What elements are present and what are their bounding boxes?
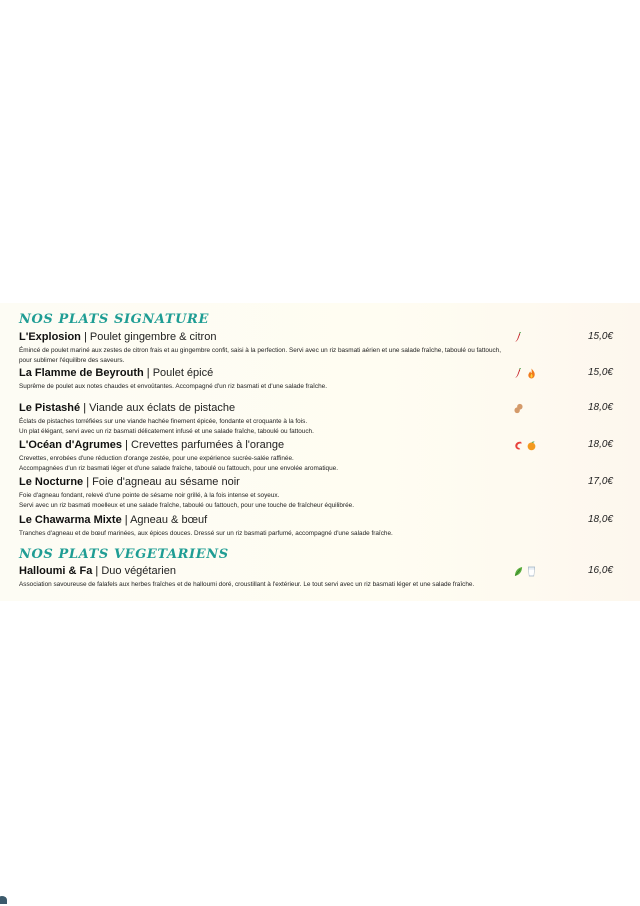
dish-icons	[514, 332, 523, 343]
dish-item	[19, 367, 619, 392]
dish-subtitle: Foie d'agneau au sésame noir	[92, 476, 240, 488]
dish-description: Association savoureuse de falafels aux herbes fraîches et de halloumi doré, croustillant à l'extérieur. Le tout servi avec un riz basmati léger et une salade fraîche.	[19, 581, 475, 588]
dish-subtitle: Agneau & bœuf	[130, 514, 208, 526]
dish-icons	[514, 403, 523, 414]
dish-name: L'Explosion	[19, 331, 81, 343]
flame-icon	[527, 368, 536, 379]
dish-description: Foie d'agneau fondant, relevé d'une pointe de sésame noir grillé, à la fois intense et soyeux. Servi avec un riz basmati moelleux et une salade fraîche, taboulé ou fattouch, pour une touche de fraîcheur équilibrée.	[19, 492, 355, 509]
dish-subtitle: Duo végétarien	[101, 565, 176, 577]
dish-price: 18,0€	[587, 514, 613, 525]
dish-name: L'Océan d'Agrumes	[19, 439, 123, 451]
dish-price: 18,0€	[587, 439, 613, 450]
dish-item	[19, 331, 619, 365]
dish-name: Le Chawarma Mixte	[19, 514, 122, 526]
dish-item	[19, 476, 619, 510]
dish-name: Halloumi & Fa	[19, 565, 93, 577]
chili-pepper-icon	[514, 368, 523, 379]
dish-heading: Le Pistashé | Viande aux éclats de pistache	[19, 402, 236, 414]
chili-pepper-icon	[514, 332, 523, 343]
dish-price: 16,0€	[587, 565, 613, 576]
dish-item	[19, 514, 619, 539]
dish-subtitle: Poulet gingembre & citron	[89, 331, 217, 343]
dish-subtitle: Viande aux éclats de pistache	[89, 402, 236, 414]
orange-icon	[527, 440, 536, 451]
dish-subtitle: Poulet épicé	[152, 367, 214, 379]
dish-heading: Le Chawarma Mixte | Agneau & bœuf	[19, 514, 208, 526]
dish-icons	[514, 440, 536, 451]
dish-description: Suprême de poulet aux notes chaudes et envoûtantes. Accompagné d'un riz basmati et d'une salade fraîche.	[19, 383, 327, 390]
dish-icons	[514, 566, 536, 577]
dish-heading: Halloumi & Fa | Duo végétarien	[19, 565, 176, 577]
dish-name: Le Pistashé	[19, 402, 81, 414]
milk-glass-icon	[527, 566, 536, 577]
dish-heading: Le Nocturne | Foie d'agneau au sésame noir	[19, 476, 240, 488]
section-title-signature: NOS PLATS SIGNATURE	[19, 312, 209, 327]
dish-description: Crevettes, enrobées d'une réduction d'orange zestée, pour une expérience sucrée-salée raffinée. Accompagnées d'un riz basmati léger et d'une salade fraîche, taboulé ou fattouch, pour une envolée aromatique.	[19, 455, 338, 472]
dish-item	[19, 565, 619, 590]
decorative-blob	[0, 896, 7, 904]
dish-price: 15,0€	[587, 331, 613, 342]
dish-description: Émincé de poulet mariné aux zestes de citron frais et au gingembre confit, saisi à la perfection. Servi avec un riz basmati aérien et une salade fraîche, taboulé ou fattouch, pour sublimer l'équilibre des saveurs.	[19, 347, 502, 364]
dish-item	[19, 439, 619, 473]
dish-price: 17,0€	[587, 476, 613, 487]
dish-name: Le Nocturne	[19, 476, 84, 488]
section-title-vegetarian: NOS PLATS VEGETARIENS	[19, 547, 229, 562]
dish-subtitle: Crevettes parfumées à l'orange	[131, 439, 285, 451]
dish-name: La Flamme de Beyrouth	[19, 367, 144, 379]
dish-description: Éclats de pistaches torréfiées sur une viande hachée finement épicée, fondante et croquante à la fois. Un plat élégant, servi avec un riz basmati délicatement infusé et une salade fraîche, taboulé ou fattouch.	[19, 418, 314, 435]
dish-icons	[514, 368, 536, 379]
herb-leaf-icon	[514, 566, 523, 577]
dish-description: Tranches d'agneau et de bœuf marinées, aux épices douces. Dressé sur un riz basmati parfumé, accompagné d'une salade fraîche.	[19, 530, 393, 537]
dish-heading: L'Océan d'Agrumes | Crevettes parfumées à l'orange	[19, 439, 285, 451]
shrimp-icon	[514, 440, 523, 451]
peanut-icon	[514, 403, 523, 414]
dish-price: 18,0€	[587, 402, 613, 413]
dish-heading: L'Explosion | Poulet gingembre & citron	[19, 331, 217, 343]
dish-price: 15,0€	[587, 367, 613, 378]
dish-heading: La Flamme de Beyrouth | Poulet épicé	[19, 367, 214, 379]
dish-item	[19, 402, 619, 436]
